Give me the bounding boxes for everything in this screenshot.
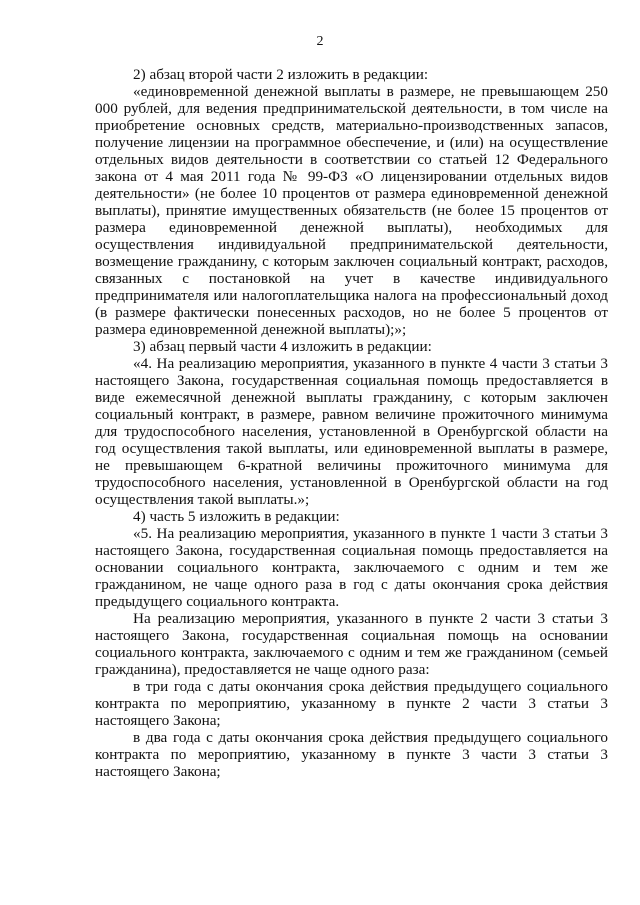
paragraph-amendment-2-intro: 2) абзац второй части 2 изложить в редакции: <box>133 66 429 83</box>
paragraph-amendment-2-text: «единовременной денежной выплаты в размере, не превышающем 250 000 рублей, для ведения предпринимательской деятельности, в том числе на приобретение основных средств, материально-производственных запасов, получение лицензии на программное обеспечение, и (или) на осуществление отдельных видов деятельности в соответствии со статьей 12 Федерального закона от 4 мая 2011 года № 99-ФЗ «О лицензировании отдельных видов деятельности» (не более 10 процентов от размера единовременной денежной выплаты), принятие имущественных обязательств (не более 15 процентов от размера единовременной денежной выплаты), необходимых для осуществления индивидуальной предпринимательской деятельности, возмещение гражданину, с которым заключен социальный контракт, расходов, связанных с постановкой на учет в качестве индивидуального предпринимателя или налогоплательщика налога на профессиональный доход (в размере фактически понесенных расходов, но не более 5 процентов от размера единовременной денежной выплаты);»; <box>95 83 608 338</box>
document-body <box>95 66 608 780</box>
paragraph-amendment-4-intro: 4) часть 5 изложить в редакции: <box>133 508 340 525</box>
paragraph-part-5-three-years: в три года с даты окончания срока действия предыдущего социального контракта по мероприятию, указанному в пункте 2 части 3 статьи 3 настоящего Закона; <box>95 678 608 729</box>
paragraph-part-5-item-1: «5. На реализацию мероприятия, указанного в пункте 1 части 3 статьи 3 настоящего Закона, государственная социальная помощь предоставляется на основании социального контракта, заключаемого с одним и тем же гражданином, не чаще одного раза в год с даты окончания срока действия предыдущего социального контракта. <box>95 525 608 610</box>
paragraph-amendment-3-intro: 3) абзац первый части 4 изложить в редакции: <box>133 338 432 355</box>
page-number: 2 <box>316 34 324 49</box>
paragraph-amendment-3-text: «4. На реализацию мероприятия, указанного в пункте 4 части 3 статьи 3 настоящего Закона, государственная социальная помощь предоставляется в виде ежемесячной денежной выплаты гражданину, с которым заключен социальный контракт, в размере, равном величине прожиточного минимума для трудоспособного населения, установленной в Оренбургской области на год осуществления такой выплаты, или единовременной выплаты в размере, не превышающем 6-кратной величины прожиточного минимума для трудоспособного населения, установленной в Оренбургской области на год осуществления такой выплаты.»; <box>95 355 608 508</box>
paragraph-part-5-two-years: в два года с даты окончания срока действия предыдущего социального контракта по мероприятию, указанному в пункте 3 части 3 статьи 3 настоящего Закона; <box>95 729 608 780</box>
paragraph-part-5-item-2: На реализацию мероприятия, указанного в пункте 2 части 3 статьи 3 настоящего Закона, государственная социальная помощь на основании социального контракта, заключаемого с одним и тем же гражданином (семьей гражданина), предоставляется не чаще одного раза: <box>95 610 608 678</box>
